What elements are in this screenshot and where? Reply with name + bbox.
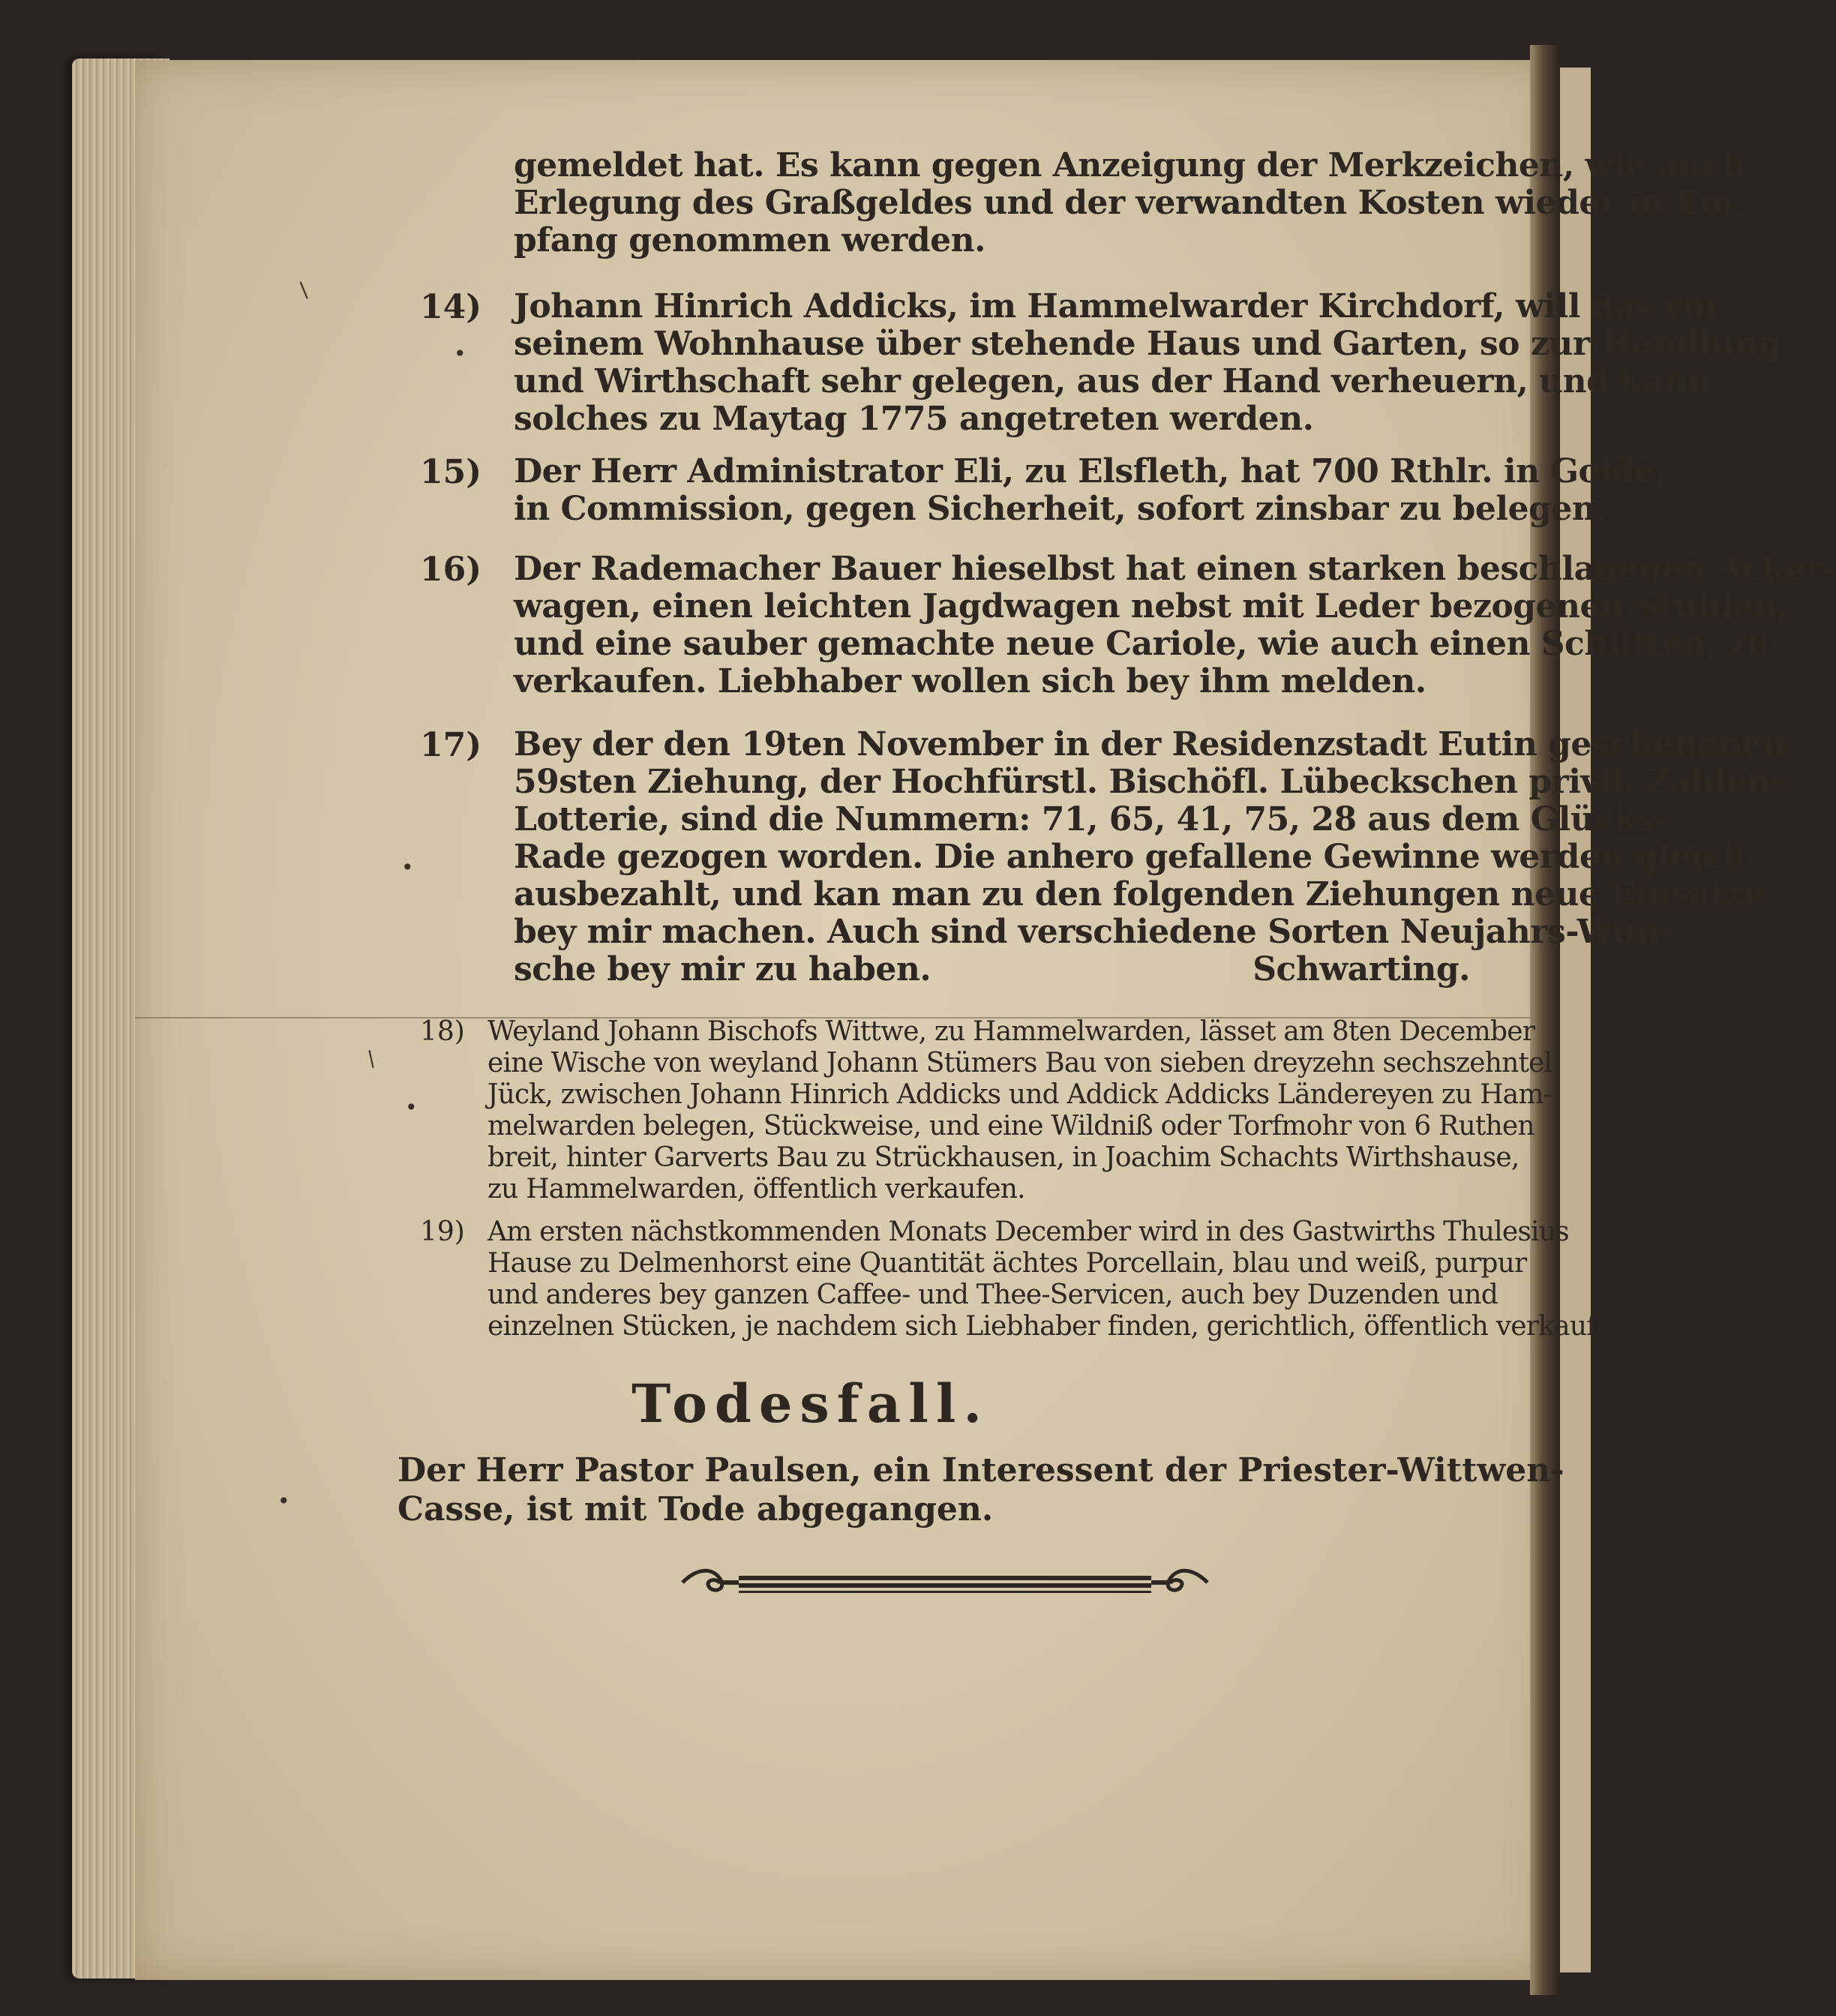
signature: Schwarting. (1252, 950, 1470, 988)
text-line: Bey der den 19ten November in der Residenzstadt Eutin geschehenen (514, 725, 1786, 764)
item-19 (488, 1216, 1615, 1342)
text-line: Am ersten nächstkommenden Monats December wird in des Gastwirths Thulesius (488, 1216, 1569, 1247)
text-line: und anderes bey ganzen Caffee- und Thee-Servicen, auch bey Duzenden und (488, 1280, 1498, 1310)
text-line: und eine sauber gemachte neue Cariole, wie auch einen Schlitten, zu (514, 625, 1771, 663)
text-line: Der Rademacher Bauer hieselbst hat einen starken beschlagenen Acker- (514, 550, 1836, 588)
stray-mark: • (405, 1095, 418, 1120)
item-continuation (514, 146, 1748, 260)
item-14 (514, 287, 1781, 438)
item-number: 16) (420, 550, 482, 589)
text-line: ausbezahlt, und kan man zu den folgenden Ziehungen neue Einsätze (514, 875, 1765, 914)
text-line: in Commission, gegen Sicherheit, sofort zinsbar zu belegen. (514, 490, 1607, 528)
item-16 (514, 550, 1836, 700)
text-line: gemeldet hat. Es kann gegen Anzeigung der Merkzeichen, wie auch (514, 146, 1745, 184)
text-line: breit, hinter Garverts Bau zu Strückhausen, in Joachim Schachts Wirthshause, (488, 1142, 1520, 1173)
text-line: melwarden belegen, Stückweise, und eine Wildniß oder Torfmohr von 6 Ruthen (488, 1111, 1534, 1142)
stray-mark: / (292, 278, 314, 302)
item-number: 17) (420, 726, 482, 764)
text-line: sche bey mir zu haben. (514, 950, 932, 988)
item-number: 19) (420, 1216, 465, 1247)
stray-mark: / (362, 1046, 381, 1072)
item-number: 15) (420, 453, 482, 491)
text-line: eine Wische von weyland Johann Stümers Bau von sieben dreyzehn sechszehntel (488, 1048, 1552, 1078)
item-18 (488, 1016, 1552, 1205)
text-line: Der Herr Pastor Paulsen, ein Interessent der Priester-Wittwen- (398, 1451, 1564, 1490)
text-line: Weyland Johann Bischofs Wittwe, zu Hammelwarden, lässet am 8ten December (488, 1016, 1535, 1047)
text-line: bey mir machen. Auch sind verschiedene Sorten Neujahrs-Wün- (514, 913, 1673, 951)
text-line: und Wirthschaft sehr gelegen, aus der Hand verheuern, und kann (514, 362, 1712, 400)
text-line: verkaufen. Liebhaber wollen sich bey ihm melden. (514, 662, 1426, 700)
text-line: Der Herr Administrator Eli, zu Elsfleth, hat 700 Rthlr. in Golde, (514, 452, 1667, 490)
text-line: wagen, einen leichten Jagdwagen nebst mit Leder bezogenen Stühlen, (514, 587, 1789, 626)
text-line: Johann Hinrich Addicks, im Hammelwarder Kirchdorf, will das vor (514, 287, 1722, 326)
text-line: solches zu Maytag 1775 angetreten werden. (514, 400, 1314, 438)
text-line: 59sten Ziehung, der Hochfürstl. Bischöfl. Lübeckschen privil. Zahlen- (514, 763, 1784, 801)
item-number: 14) (420, 288, 482, 326)
text-line: Lotterie, sind die Nummern: 71, 65, 41, 75, 28 aus dem Glücks- (514, 800, 1668, 838)
text-line: Erlegung des Graßgeldes und der verwandten Kosten wieder in Em- (514, 184, 1748, 222)
text-line-with-signature (514, 951, 1470, 988)
death-notice (398, 1451, 1564, 1529)
text-line: Jück, zwischen Johann Hinrich Addicks und Addick Addicks Ländereyen zu Ham- (488, 1079, 1552, 1110)
ornament-divider-icon (675, 1564, 1215, 1601)
item-17 (514, 725, 1786, 988)
item-15 (514, 452, 1667, 528)
text-line: Hause zu Delmenhorst eine Quantität ächtes Porcellain, blau und weiß, purpur (488, 1248, 1527, 1279)
stray-mark: • (454, 341, 466, 366)
stray-mark: • (278, 1489, 290, 1514)
text-line: seinem Wohnhause über stehende Haus und Garten, so zur Handlung (514, 325, 1781, 363)
text-line: zu Hammelwarden, öffentlich verkaufen. (488, 1174, 1025, 1204)
text-line: Rade gezogen worden. Die anhero gefallene Gewinne werden gleich (514, 838, 1746, 876)
text-line: pfang genommen werden. (514, 221, 986, 260)
stray-mark: • (401, 855, 414, 880)
text-line: Casse, ist mit Tode abgegangen. (398, 1490, 994, 1528)
section-heading: Todesfall. (632, 1372, 989, 1435)
item-number: 18) (420, 1016, 465, 1047)
text-line: einzelnen Stücken, je nachdem sich Liebhaber finden, gerichtlich, öffentlich verkauft. (488, 1311, 1615, 1342)
